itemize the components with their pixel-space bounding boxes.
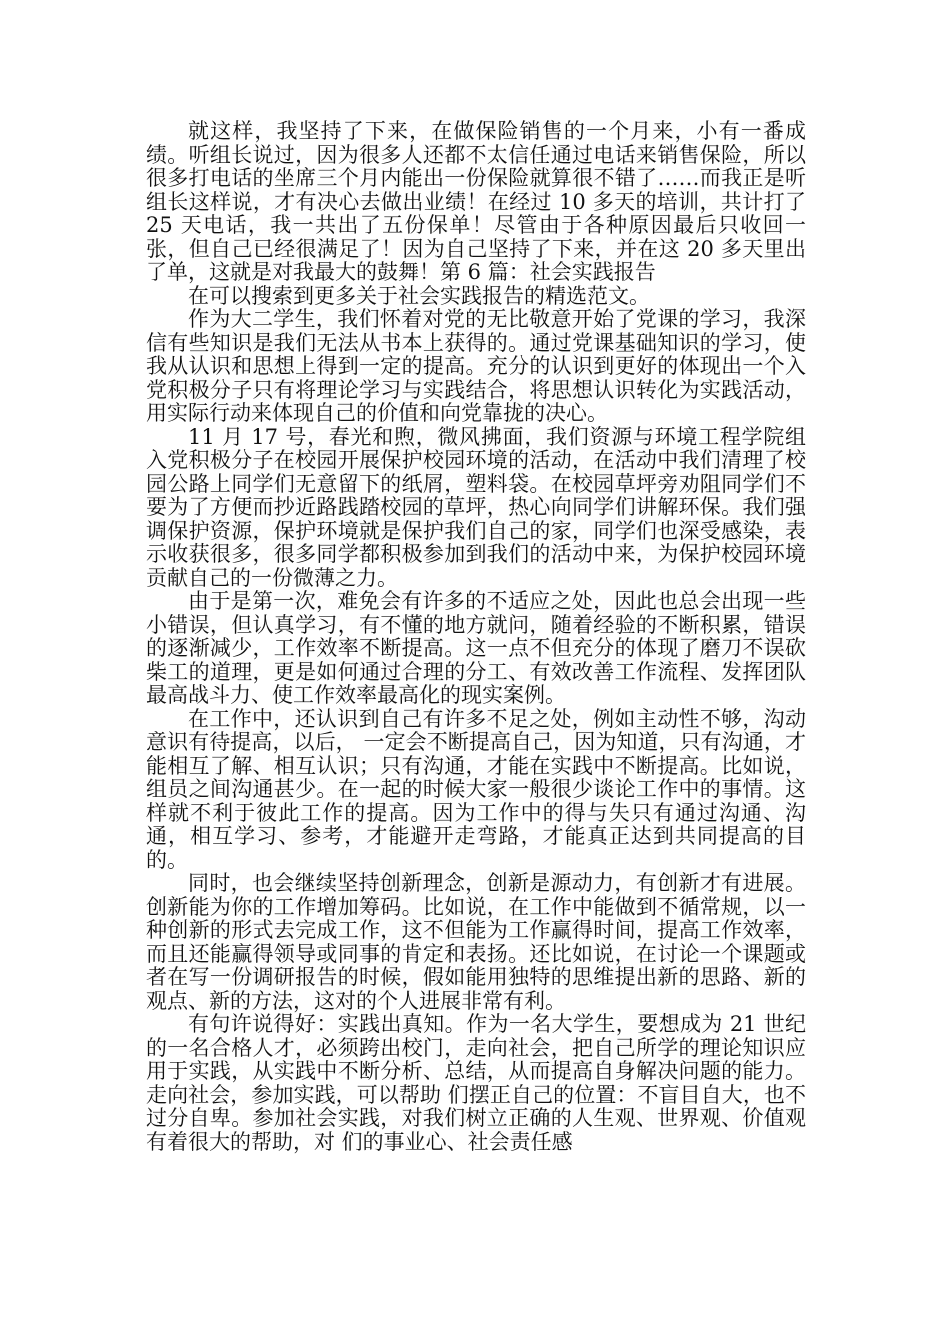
paragraph: 就这样，我坚持了下来，在做保险销售的一个月来，小有一番成绩。听组长说过，因为很多人还都不太信任通过电话来销售保险，所以很多打电话的坐席三个月内能出一份保险就算很不错了……而我正是听组长这样说，才有决心去做出业绩！在经过 10 多天的培训，共计打了 25 天电话，我一共出了五份保单！尽管由于各种原因最后只收回一张，但自己已经很满足了！因为自己坚持了下来，并在这 20 多天里出了单，这就是对我最大的鼓舞！第 6 篇：社会实践报告 [146, 119, 806, 284]
paragraph: 同时，也会继续坚持创新理念，创新是源动力，有创新才有进展。创新能为你的工作增加筹码。比如说，在工作中能做到不循常规，以一种创新的形式去完成工作，这不但能为工作赢得时间，提高工作效率，而且还能赢得领导或同事的肯定和表扬。还比如说，在讨论一个课题或者在写一份调研报告的时候，假如能用独特的思维提出新的思路、新的观点、新的方法，这对的个人进展非常有利。 [146, 871, 806, 1013]
paragraph: 在可以搜索到更多关于社会实践报告的精选范文。 [188, 283, 650, 308]
paragraph: 11 月 17 号，春光和煦，微风拂面，我们资源与环境工程学院组入党积极分子在校园开展保护校园环境的活动，在活动中我们清理了校园公路上同学们无意留下的纸屑，塑料袋。在校园草坪旁劝阻同学们不要为了方便而抄近路践踏校园的草坪，热心向同学们讲解环保。我们强调保护资源，保护环境就是保护我们自己的家，同学们也深受感染，表示收获很多，很多同学都积极参加到我们的活动中来，为保护校园环境贡献自己的一份微薄之力。 [146, 424, 806, 590]
paragraph: 作为大二学生，我们怀着对党的无比敬意开始了党课的学习，我深信有些知识是我们无法从书本上获得的。通过党课基础知识的学习，使我从认识和思想上得到一定的提高。充分的认识到更好的体现出一个入党积极分子只有将理论学习与实践结合，将思想认识转化为实践活动，用实际行动来体现自己的价值和向党靠拢的决心。 [146, 307, 806, 425]
paragraph: 有句许说得好：实践出真知。作为一名大学生，要想成为 21 世纪的一名合格人才，必须跨出校门，走向社会，把自己所学的理论知识应用于实践，从实践中不断分析、总结，从而提高自身解决问题的能力。走向社会，参加实践，可以帮助 们摆正自己的位置：不盲目自大，也不过分自卑。参加社会实践，对我们树立正确的人生观、世界观、价值观有着很大的帮助，对 们的事业心、社会责任感 [146, 1012, 806, 1154]
paragraph: 在工作中，还认识到自己有许多不足之处，例如主动性不够，沟动意识有待提高，以后， 一定会不断提高自己，因为知道，只有沟通，才能相互了解、相互认识；只有沟通，才能在实践中不断提高。比如说，组员之间沟通甚少。在一起的时候大家一般很少谈论工作中的事情。这样就不利于彼此工作的提高。因为工作中的得与失只有通过沟通、沟通，相互学习、参考，才能避开走弯路，才能真正达到共同提高的目的。 [146, 706, 806, 872]
document-body [146, 120, 806, 1154]
paragraph: 由于是第一次，难免会有许多的不适应之处，因此也总会出现一些小错误，但认真学习，有不懂的地方就问，随着经验的不断积累，错误的逐渐减少，工作效率不断提高。这一点不但充分的体现了磨刀不误砍柴工的道理，更是如何通过合理的分工、有效改善工作流程、发挥团队最高战斗力、使工作效率最高化的现实案例。 [146, 589, 806, 707]
